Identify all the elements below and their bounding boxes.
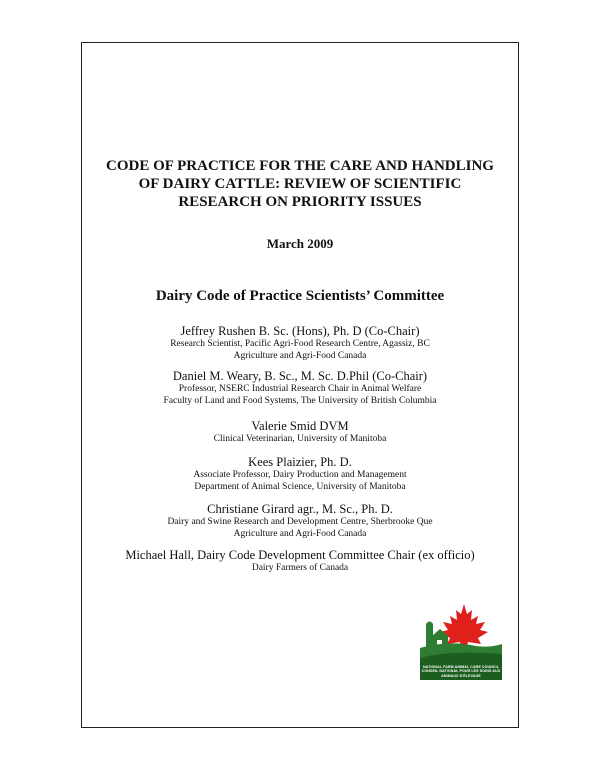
member-affiliation: Agriculture and Agri-Food Canada bbox=[233, 351, 367, 361]
member-name: Christiane Girard agr., M. Sc., Ph. D. bbox=[207, 502, 393, 516]
member-entry bbox=[81, 324, 519, 362]
member-affiliation: Professor, NSERC Industrial Research Chair in Animal Welfare bbox=[178, 384, 422, 394]
logo-text-line-2: CONSEIL NATIONAL POUR LES SOINS AUX ANIMAUX D'ÉLEVAGE bbox=[421, 669, 501, 678]
member-affiliation: Department of Animal Science, University of Manitoba bbox=[194, 482, 406, 492]
logo-text bbox=[418, 665, 504, 679]
member-entry bbox=[81, 548, 519, 574]
member-name: Valerie Smid DVM bbox=[251, 419, 349, 433]
member-entry bbox=[81, 419, 519, 445]
title-line-1: CODE OF PRACTICE FOR THE CARE AND HANDLING bbox=[106, 158, 494, 174]
member-entry bbox=[81, 369, 519, 407]
member-name: Daniel M. Weary, B. Sc., M. Sc. D.Phil (Co-Chair) bbox=[172, 369, 428, 383]
title-line-3: RESEARCH ON PRIORITY ISSUES bbox=[178, 194, 422, 210]
member-affiliation: Agriculture and Agri-Food Canada bbox=[233, 529, 367, 539]
maple-leaf-farm-logo bbox=[418, 602, 504, 680]
member-name: Michael Hall, Dairy Code Development Committee Chair (ex officio) bbox=[125, 548, 475, 562]
member-name: Jeffrey Rushen B. Sc. (Hons), Ph. D (Co-Chair) bbox=[180, 324, 420, 338]
member-affiliation: Dairy and Swine Research and Development Centre, Sherbrooke Que bbox=[167, 517, 433, 527]
logo-text-line-1: NATIONAL FARM ANIMAL CARE COUNCIL bbox=[422, 664, 500, 669]
member-affiliation: Clinical Veterinarian, University of Manitoba bbox=[213, 434, 387, 444]
member-affiliation: Faculty of Land and Food Systems, The University of British Columbia bbox=[163, 396, 437, 406]
document-date: March 2009 bbox=[266, 236, 334, 251]
member-affiliation: Associate Professor, Dairy Production and Management bbox=[193, 470, 407, 480]
member-affiliation: Research Scientist, Pacific Agri-Food Research Centre, Agassiz, BC bbox=[170, 339, 430, 349]
member-affiliation: Dairy Farmers of Canada bbox=[251, 563, 349, 573]
committee-heading: Dairy Code of Practice Scientists’ Committee bbox=[155, 288, 445, 304]
document-title bbox=[81, 157, 519, 211]
member-name: Kees Plaizier, Ph. D. bbox=[248, 455, 352, 469]
title-line-2: OF DAIRY CATTLE: REVIEW OF SCIENTIFIC bbox=[138, 176, 462, 192]
member-entry bbox=[81, 455, 519, 493]
member-entry bbox=[81, 502, 519, 540]
